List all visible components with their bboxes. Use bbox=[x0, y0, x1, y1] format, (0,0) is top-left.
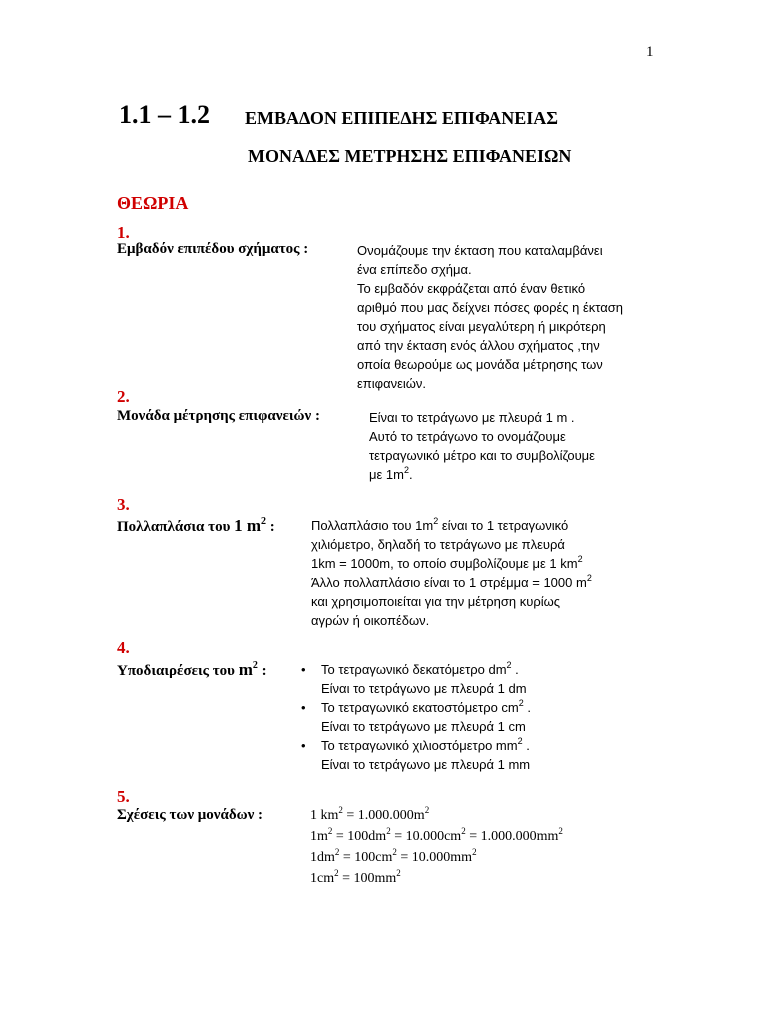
superscript: 2 bbox=[338, 805, 343, 815]
item-1-line: του σχήματος είναι μεγαλύτερη ή μικρότερη bbox=[357, 319, 606, 334]
item-5-number: 5. bbox=[117, 787, 130, 806]
item-3-line bbox=[311, 518, 568, 533]
item-2-line bbox=[369, 429, 566, 444]
item-1-line: από την έκταση ενός άλλου σχήματος ,την bbox=[357, 338, 600, 353]
text-segment: με 1m bbox=[369, 467, 404, 482]
page-number: 1 bbox=[646, 44, 654, 60]
item-1-number: 1. bbox=[117, 223, 130, 242]
text-segment: . bbox=[522, 738, 530, 753]
text-segment: 1km = 1000m, το οποίο συμβολίζουμε με 1 km bbox=[311, 556, 578, 571]
item-2-label: Μονάδα μέτρησης επιφανειών : bbox=[117, 408, 320, 424]
bullet-icon: • bbox=[301, 700, 306, 715]
item-2-number: 2. bbox=[117, 387, 130, 406]
text-segment: Πολλαπλάσια του bbox=[117, 519, 235, 535]
text-segment: Το τετραγωνικό εκατοστόμετρο cm bbox=[321, 700, 519, 715]
text-segment: . bbox=[523, 700, 532, 715]
text-segment: . bbox=[511, 662, 519, 677]
superscript: 2 bbox=[334, 847, 340, 857]
text-segment: χιλιόμετρο, δηλαδή το τετράγωνο με πλευρά bbox=[311, 537, 565, 552]
text-segment: = 10.000cm bbox=[390, 829, 462, 844]
text-segment: Αυτό το τετράγωνο το ονομάζουμε bbox=[369, 429, 566, 444]
bullet-item bbox=[301, 662, 519, 677]
item-3-line bbox=[311, 537, 565, 552]
item-3-label bbox=[117, 516, 275, 536]
bullet-line bbox=[321, 700, 531, 715]
superscript: 2 bbox=[577, 554, 583, 564]
section-number: 1.1 – 1.2 bbox=[119, 100, 210, 129]
item-1-line: οποία θεωρούμε ως μονάδα μέτρησης των bbox=[357, 357, 603, 372]
bullet-item bbox=[301, 700, 531, 715]
text-segment: . bbox=[408, 467, 413, 482]
bullet-subline: Είναι το τετράγωνο με πλευρά 1 dm bbox=[321, 681, 527, 696]
text-segment: = 100mm bbox=[338, 871, 397, 886]
superscript: 2 bbox=[586, 573, 592, 583]
superscript: 2 bbox=[518, 698, 524, 708]
bullet-line bbox=[321, 738, 530, 753]
bullet-icon: • bbox=[301, 738, 306, 753]
text-segment: και χρησιμοποιείται για την μέτρηση κυρίως bbox=[311, 594, 561, 609]
superscript: 2 bbox=[472, 847, 477, 857]
item-2-line bbox=[369, 448, 595, 463]
bullet-item bbox=[301, 738, 530, 753]
item-5-line bbox=[310, 826, 563, 845]
text-segment: 1 km bbox=[310, 808, 339, 823]
text-segment: Υποδιαιρέσεις του bbox=[117, 663, 239, 679]
theory-heading: ΘΕΩΡΙΑ bbox=[117, 193, 189, 213]
item-5-line bbox=[310, 847, 477, 866]
text-segment: Πολλαπλάσιο του 1m bbox=[311, 518, 434, 533]
item-5-line bbox=[310, 805, 430, 824]
text-segment: : bbox=[257, 663, 267, 679]
text-segment: Είναι το τετράγωνο με πλευρά 1 m . bbox=[369, 410, 575, 425]
superscript: 2 bbox=[558, 826, 563, 836]
superscript: 2 bbox=[392, 847, 397, 857]
text-segment: = 100dm bbox=[332, 829, 387, 844]
superscript: 2 bbox=[261, 516, 267, 527]
superscript: 2 bbox=[334, 868, 339, 878]
superscript: 2 bbox=[252, 660, 258, 671]
text-segment: Άλλο πολλαπλάσιο είναι το 1 στρέμμα = 1000 m bbox=[311, 575, 587, 590]
text-segment: : bbox=[266, 519, 275, 535]
item-1-line: Το εμβαδόν εκφράζεται από έναν θετικό bbox=[357, 281, 586, 296]
item-1-line: ένα επίπεδο σχήμα. bbox=[357, 262, 472, 277]
superscript: 2 bbox=[433, 516, 439, 526]
text-segment: = 100cm bbox=[339, 850, 393, 865]
bullet-line bbox=[321, 662, 519, 677]
text-segment: 1m bbox=[310, 829, 328, 844]
text-segment: Το τετραγωνικό χιλιοστόμετρο mm bbox=[321, 738, 518, 753]
bullet-subline: Είναι το τετράγωνο με πλευρά 1 cm bbox=[321, 719, 526, 734]
text-segment: Το τετραγωνικό δεκατόμετρο dm bbox=[321, 662, 507, 677]
item-3-number: 3. bbox=[117, 495, 130, 514]
text-segment: 1dm bbox=[310, 850, 335, 865]
item-2-line bbox=[369, 467, 413, 482]
superscript: 2 bbox=[396, 868, 401, 878]
unit-text: 1 m bbox=[234, 516, 262, 535]
item-1-label: Εμβαδόν επιπέδου σχήματος : bbox=[117, 241, 309, 257]
item-3-line bbox=[311, 556, 583, 571]
text-segment: είναι το 1 τετραγωνικό bbox=[438, 518, 569, 533]
text-segment: αγρών ή οικοπέδων. bbox=[311, 613, 430, 628]
text-segment: = 1.000.000m bbox=[342, 808, 425, 823]
superscript: 2 bbox=[517, 736, 523, 746]
item-3-line bbox=[311, 575, 592, 590]
bullet-icon: • bbox=[301, 662, 306, 677]
item-1-line: επιφανειών. bbox=[357, 376, 427, 391]
title-line-1: ΕΜΒΑΔΟΝ ΕΠΙΠΕΔΗΣ ΕΠΙΦΑΝΕΙΑΣ bbox=[245, 108, 559, 128]
unit-text: m bbox=[238, 660, 253, 679]
text-segment: = 1.000.000mm bbox=[465, 829, 559, 844]
item-1-line: αριθμό που μας δείχνει πόσες φορές η έκταση bbox=[357, 300, 623, 315]
text-segment: = 10.000mm bbox=[396, 850, 473, 865]
bullet-subline: Είναι το τετράγωνο με πλευρά 1 mm bbox=[321, 757, 531, 772]
superscript: 2 bbox=[386, 826, 391, 836]
item-3-line bbox=[311, 613, 429, 628]
item-4-label bbox=[117, 660, 267, 680]
item-4-number: 4. bbox=[117, 638, 130, 657]
title-line-2: ΜΟΝΑΔΕΣ ΜΕΤΡΗΣΗΣ ΕΠΙΦΑΝΕΙΩΝ bbox=[248, 146, 572, 166]
text-segment: τετραγωνικό μέτρο και το συμβολίζουμε bbox=[369, 448, 595, 463]
item-5-line bbox=[310, 868, 401, 887]
item-1-line: Ονομάζουμε την έκταση που καταλαμβάνει bbox=[357, 243, 603, 258]
text-segment: 1cm bbox=[310, 871, 335, 886]
item-5-label: Σχέσεις των μονάδων : bbox=[117, 807, 264, 823]
item-2-line bbox=[369, 410, 575, 425]
superscript: 2 bbox=[506, 660, 512, 670]
superscript: 2 bbox=[327, 826, 333, 836]
superscript: 2 bbox=[461, 826, 466, 836]
superscript: 2 bbox=[424, 805, 430, 815]
superscript: 2 bbox=[403, 465, 409, 475]
item-3-line bbox=[311, 594, 560, 609]
